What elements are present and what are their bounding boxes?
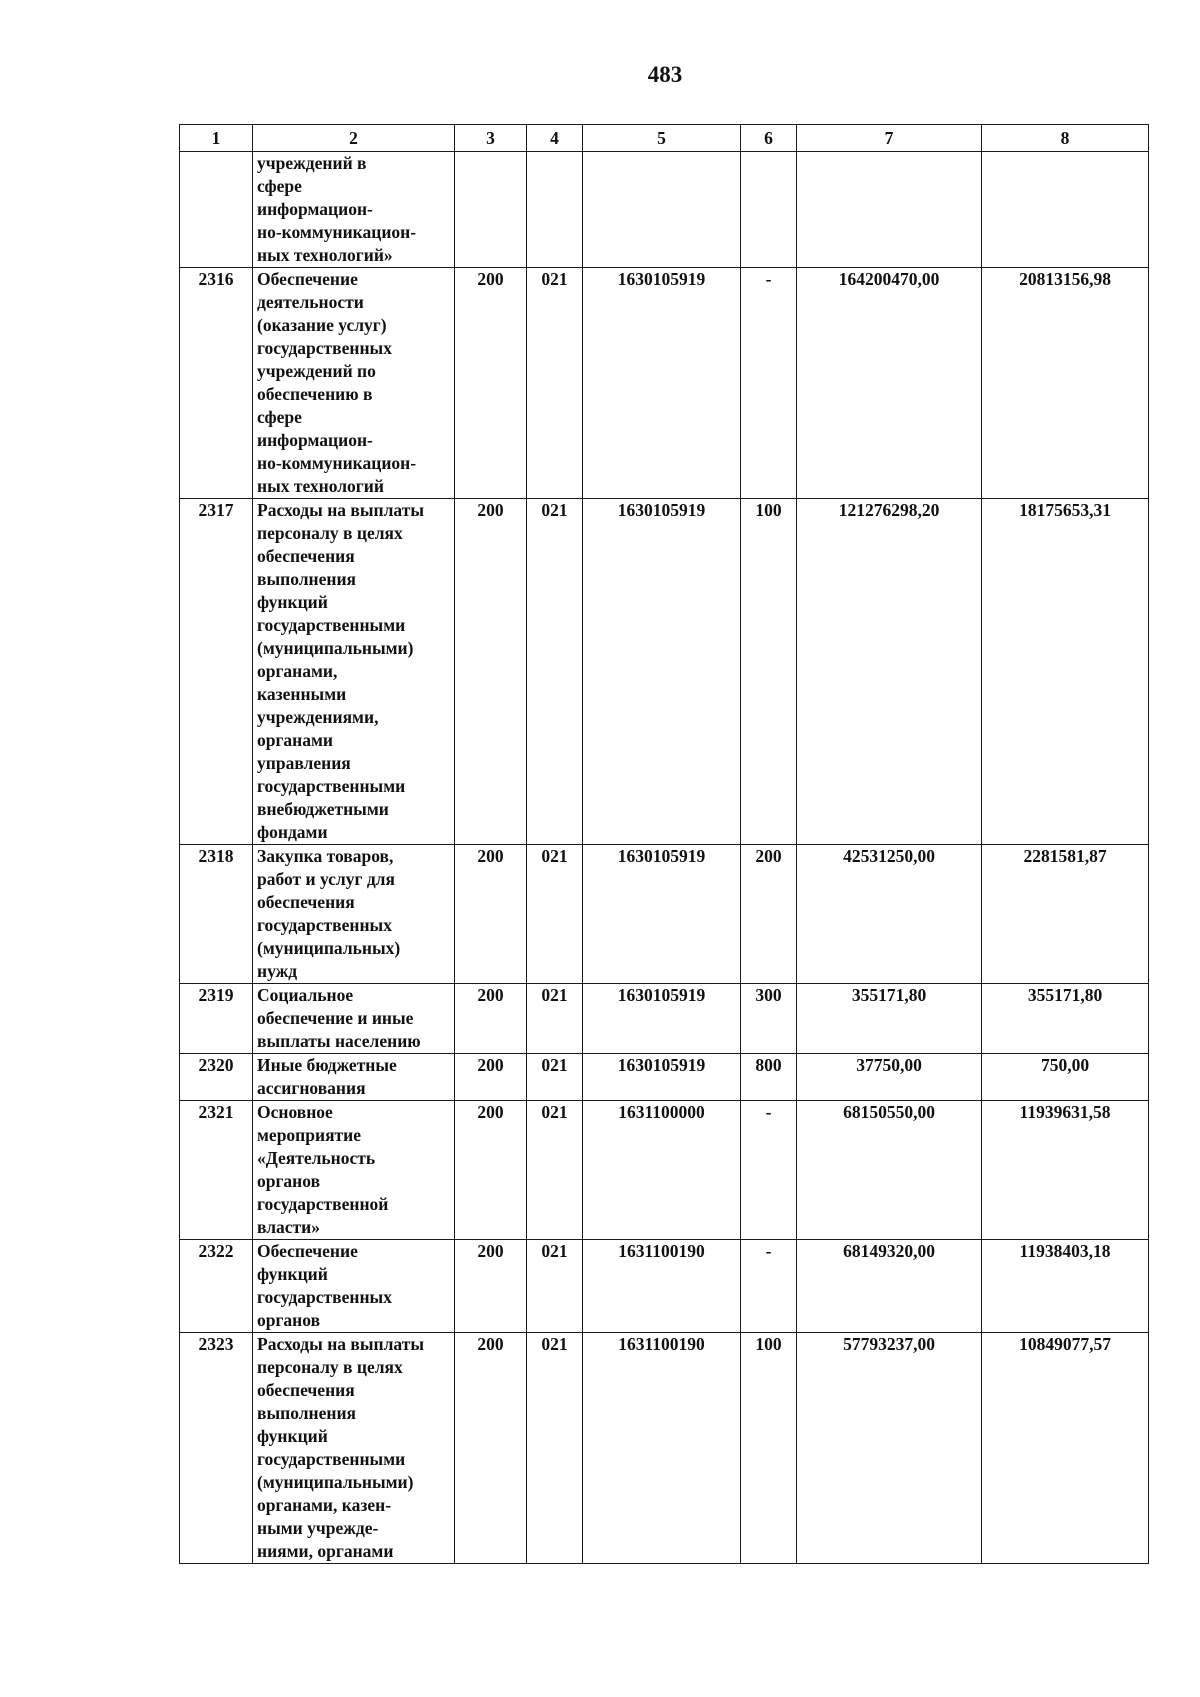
expense-name-line: обеспечению в [257, 384, 373, 404]
expense-name-line: функций [257, 592, 328, 612]
expense-name-line: Иные бюджетные [257, 1055, 397, 1075]
row-number-cell: 2323 [180, 1333, 253, 1564]
expense-name-line: органами, казен- [257, 1495, 392, 1515]
executed-amount-cell: 355171,80 [982, 984, 1149, 1054]
expense-name-line: функций [257, 1426, 328, 1446]
expense-name-line: государственной [257, 1194, 389, 1214]
expense-name-line: но-коммуникацион- [257, 453, 417, 473]
section-code-cell: 021 [527, 268, 583, 499]
executed-amount-cell: 750,00 [982, 1054, 1149, 1101]
approved-amount-cell: 68149320,00 [797, 1240, 982, 1333]
expense-name-line: государственными [257, 776, 406, 796]
expense-name-line: ассигнования [257, 1078, 366, 1098]
approved-amount-cell: 355171,80 [797, 984, 982, 1054]
target-article-cell: 1630105919 [583, 499, 741, 845]
approved-amount-cell: 164200470,00 [797, 268, 982, 499]
column-header: 1 [180, 125, 253, 152]
expense-type-cell: - [741, 1101, 797, 1240]
expense-name-cell [253, 1054, 455, 1101]
expense-name-line: работ и услуг для [257, 869, 395, 889]
target-article-cell: 1631100190 [583, 1333, 741, 1564]
page-number: 483 [647, 62, 683, 87]
executed-amount-cell: 18175653,31 [982, 499, 1149, 845]
expense-type-cell: - [741, 268, 797, 499]
expense-name-line: власти» [257, 1217, 320, 1237]
expense-name-line: государственных [257, 1287, 392, 1307]
executed-amount-cell: 10849077,57 [982, 1333, 1149, 1564]
expense-name-line: органов [257, 1171, 321, 1191]
expense-name-line: Обеспечение [257, 269, 358, 289]
expense-name-line: «Деятельность [257, 1148, 376, 1168]
column-header: 7 [797, 125, 982, 152]
table-row [180, 845, 1149, 984]
expense-name-line: выполнения [257, 569, 357, 589]
table-row [180, 1101, 1149, 1240]
row-number-cell: 2320 [180, 1054, 253, 1101]
row-number-cell [180, 152, 253, 268]
expense-name-line: государственных [257, 338, 392, 358]
section-code-cell: 021 [527, 1054, 583, 1101]
expense-name-cell [253, 152, 455, 268]
expense-name-line: сфере [257, 176, 302, 196]
executed-amount-cell: 11938403,18 [982, 1240, 1149, 1333]
executed-amount-cell: 20813156,98 [982, 268, 1149, 499]
table-row [180, 499, 1149, 845]
expense-name-line: Расходы на выплаты [257, 500, 424, 520]
expense-type-cell: 800 [741, 1054, 797, 1101]
target-article-cell: 1630105919 [583, 845, 741, 984]
expense-name-line: органами [257, 730, 334, 750]
approved-amount-cell: 57793237,00 [797, 1333, 982, 1564]
expense-name-line: деятельности [257, 292, 364, 312]
expense-name-line: персоналу в целях [257, 1357, 403, 1377]
executed-amount-cell [982, 152, 1149, 268]
expense-name-line: но-коммуникацион- [257, 222, 417, 242]
expense-name-line: Обеспечение [257, 1241, 358, 1261]
section-code-cell: 021 [527, 499, 583, 845]
section-code-cell [527, 152, 583, 268]
expense-name-line: государственными [257, 615, 406, 635]
row-number-cell: 2321 [180, 1101, 253, 1240]
row-number-cell: 2318 [180, 845, 253, 984]
executed-amount-cell: 2281581,87 [982, 845, 1149, 984]
table-row [180, 1333, 1149, 1564]
table-row [180, 152, 1149, 268]
column-header: 6 [741, 125, 797, 152]
ministry-code-cell: 200 [455, 984, 527, 1054]
expense-name-line: ными учрежде- [257, 1518, 379, 1538]
expense-name-line: фондами [257, 822, 328, 842]
row-number-cell: 2316 [180, 268, 253, 499]
expense-name-line: органами, [257, 661, 338, 681]
ministry-code-cell [455, 152, 527, 268]
section-code-cell: 021 [527, 845, 583, 984]
expense-name-cell [253, 845, 455, 984]
approved-amount-cell: 68150550,00 [797, 1101, 982, 1240]
expense-name-cell [253, 499, 455, 845]
expense-name-line: учреждений в [257, 153, 367, 173]
expense-name-line: учреждений по [257, 361, 376, 381]
budget-table-body [180, 125, 1149, 1564]
expense-type-cell: 100 [741, 1333, 797, 1564]
approved-amount-cell [797, 152, 982, 268]
expense-name-line: нужд [257, 961, 298, 981]
target-article-cell: 1630105919 [583, 1054, 741, 1101]
expense-name-line: (муниципальными) [257, 1472, 414, 1492]
column-header: 3 [455, 125, 527, 152]
ministry-code-cell: 200 [455, 499, 527, 845]
executed-amount-cell: 11939631,58 [982, 1101, 1149, 1240]
approved-amount-cell: 121276298,20 [797, 499, 982, 845]
expense-type-cell [741, 152, 797, 268]
section-code-cell: 021 [527, 984, 583, 1054]
ministry-code-cell: 200 [455, 1054, 527, 1101]
expense-name-line: ных технологий» [257, 245, 393, 265]
column-header: 2 [253, 125, 455, 152]
expense-name-line: ных технологий [257, 476, 384, 496]
expense-name-line: обеспечение и иные [257, 1008, 414, 1028]
expense-name-cell [253, 984, 455, 1054]
expense-name-line: ниями, органами [257, 1541, 394, 1561]
column-number-row [180, 125, 1149, 152]
table-row [180, 1240, 1149, 1333]
expense-name-line: обеспечения [257, 1380, 355, 1400]
expense-name-cell [253, 268, 455, 499]
row-number-cell: 2322 [180, 1240, 253, 1333]
expense-name-line: Социальное [257, 985, 354, 1005]
ministry-code-cell: 200 [455, 1333, 527, 1564]
expense-name-line: органов [257, 1310, 321, 1330]
expense-name-line: учреждениями, [257, 707, 379, 727]
table-row [180, 1054, 1149, 1101]
expense-type-cell: - [741, 1240, 797, 1333]
column-header: 8 [982, 125, 1149, 152]
expense-name-line: персоналу в целях [257, 523, 403, 543]
target-article-cell: 1630105919 [583, 984, 741, 1054]
expense-name-line: внебюджетными [257, 799, 389, 819]
column-header: 5 [583, 125, 741, 152]
expense-name-line: казенными [257, 684, 347, 704]
expense-name-line: Расходы на выплаты [257, 1334, 424, 1354]
expense-name-cell [253, 1240, 455, 1333]
expense-name-line: Закупка товаров, [257, 846, 394, 866]
approved-amount-cell: 42531250,00 [797, 845, 982, 984]
expense-name-line: мероприятие [257, 1125, 361, 1145]
expense-type-cell: 300 [741, 984, 797, 1054]
expense-name-line: обеспечения [257, 892, 355, 912]
expense-name-line: государственными [257, 1449, 406, 1469]
expense-type-cell: 200 [741, 845, 797, 984]
approved-amount-cell: 37750,00 [797, 1054, 982, 1101]
target-article-cell [583, 152, 741, 268]
table-row [180, 984, 1149, 1054]
budget-table [179, 124, 1149, 1564]
target-article-cell: 1630105919 [583, 268, 741, 499]
expense-type-cell: 100 [741, 499, 797, 845]
expense-name-cell [253, 1333, 455, 1564]
row-number-cell: 2319 [180, 984, 253, 1054]
expense-name-line: сфере [257, 407, 302, 427]
section-code-cell: 021 [527, 1101, 583, 1240]
target-article-cell: 1631100190 [583, 1240, 741, 1333]
expense-name-line: выполнения [257, 1403, 357, 1423]
table-row [180, 268, 1149, 499]
expense-name-line: государственных [257, 915, 392, 935]
column-header: 4 [527, 125, 583, 152]
expense-name-line: Основное [257, 1102, 333, 1122]
section-code-cell: 021 [527, 1333, 583, 1564]
row-number-cell: 2317 [180, 499, 253, 845]
expense-name-line: информацион- [257, 199, 373, 219]
expense-name-cell [253, 1101, 455, 1240]
section-code-cell: 021 [527, 1240, 583, 1333]
ministry-code-cell: 200 [455, 1101, 527, 1240]
expense-name-line: (муниципальными) [257, 638, 414, 658]
expense-name-line: информацион- [257, 430, 373, 450]
expense-name-line: (муниципальных) [257, 938, 401, 958]
expense-name-line: обеспечения [257, 546, 355, 566]
expense-name-line: (оказание услуг) [257, 315, 387, 335]
expense-name-line: функций [257, 1264, 328, 1284]
ministry-code-cell: 200 [455, 268, 527, 499]
ministry-code-cell: 200 [455, 845, 527, 984]
ministry-code-cell: 200 [455, 1240, 527, 1333]
target-article-cell: 1631100000 [583, 1101, 741, 1240]
expense-name-line: управления [257, 753, 351, 773]
expense-name-line: выплаты населению [257, 1031, 421, 1051]
